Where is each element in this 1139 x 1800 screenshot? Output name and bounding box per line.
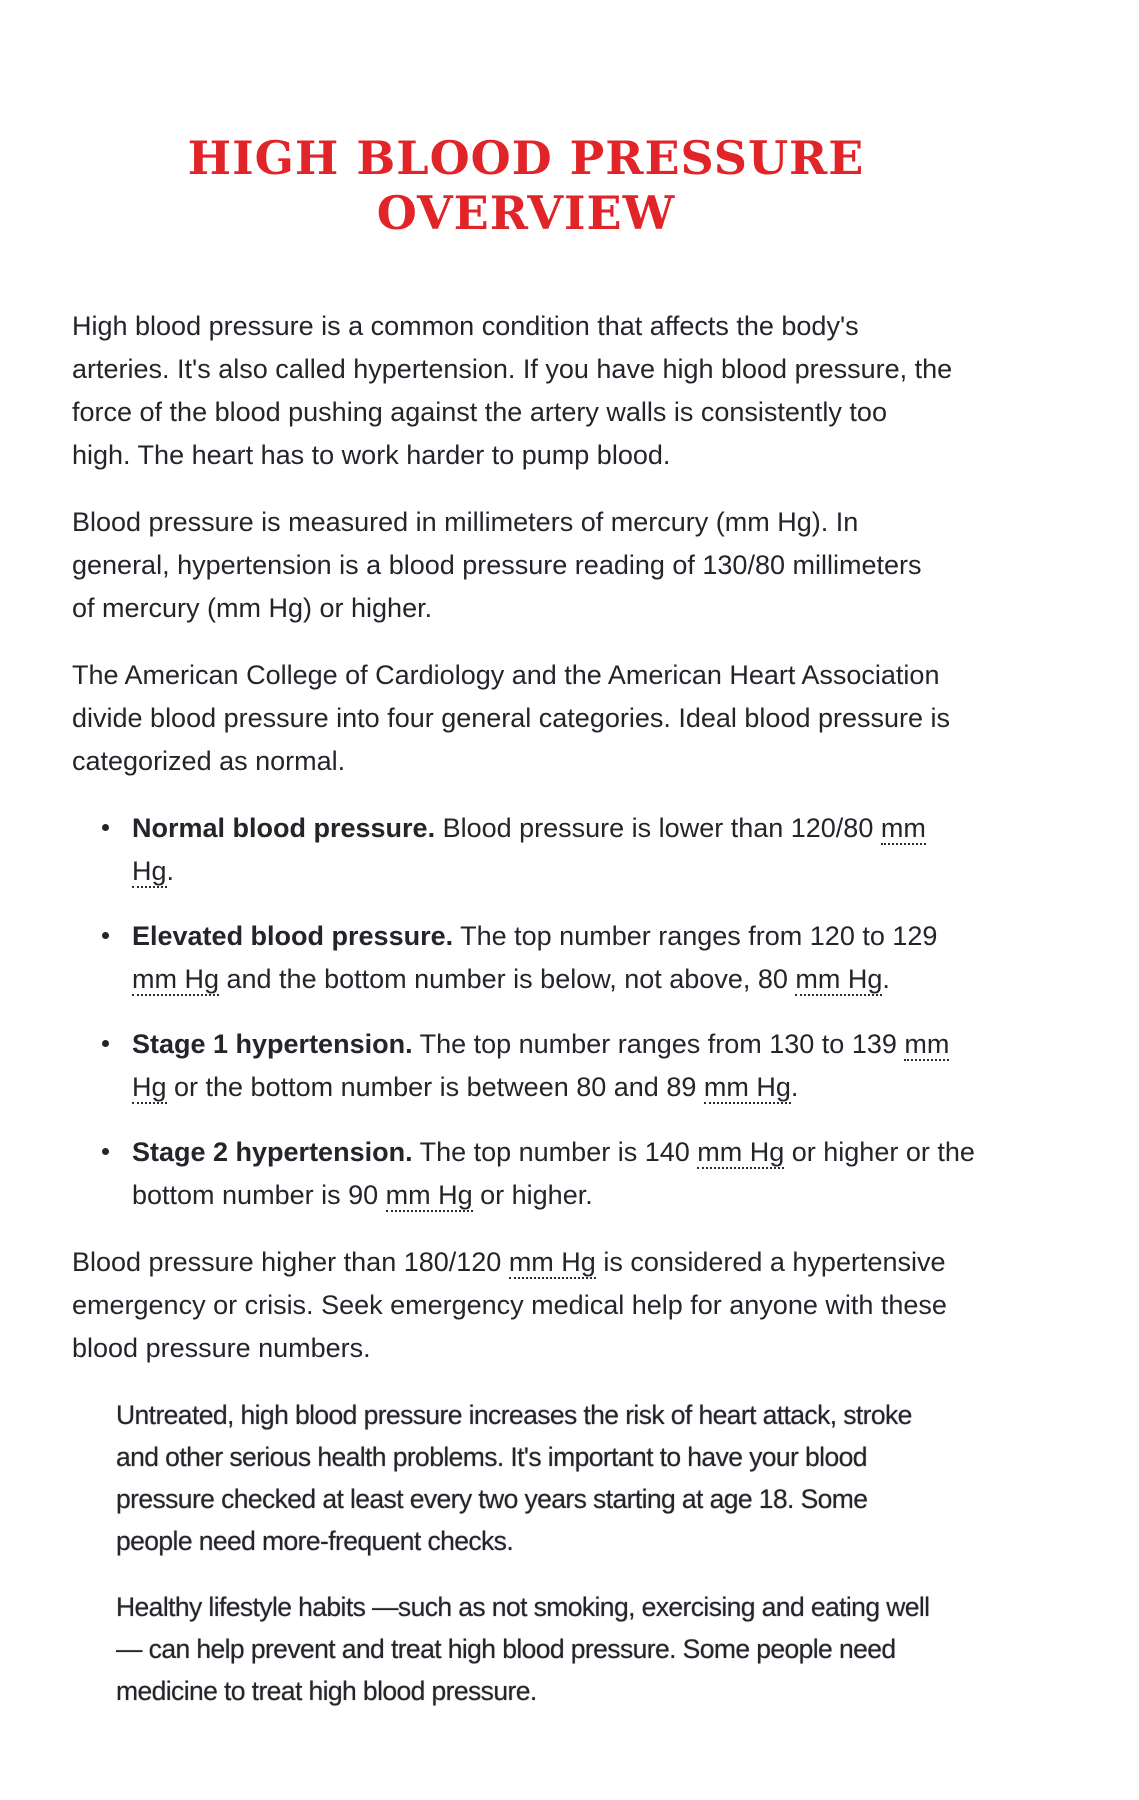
paragraph: [72, 501, 1040, 630]
bullet-dot: [102, 1040, 109, 1047]
bullet-item: [72, 915, 1040, 1001]
text-line: [72, 740, 1040, 783]
text-segment: The American College of Cardiology and the American Heart Association: [72, 660, 940, 690]
text-line: [132, 1174, 975, 1217]
spellcheck-underlined-term: mm Hg: [508, 1247, 596, 1277]
text-line: [116, 1394, 1040, 1436]
spellcheck-underlined-term: mm Hg: [697, 1137, 785, 1167]
text-segment: arteries. It's also called hypertension. If you have high blood pressure, the: [72, 354, 953, 384]
spellcheck-underlined-term: Hg: [132, 856, 167, 886]
page-title-line-1: HIGH BLOOD PRESSURE: [187, 131, 865, 185]
document-content: [72, 131, 1040, 1736]
text-segment: emergency or crisis. Seek emergency medical help for anyone with these: [72, 1290, 947, 1320]
bold-lead-text: Stage 1 hypertension.: [132, 1029, 413, 1059]
indented-paragraph: [116, 1586, 1040, 1712]
bullet-item: [72, 807, 1040, 893]
text-segment: force of the blood pushing against the artery walls is consistently too: [72, 397, 887, 427]
text-line: [132, 958, 937, 1001]
text-segment: Blood pressure is lower than 120/80: [435, 813, 881, 843]
text-line: [72, 697, 1040, 740]
text-segment: Blood pressure is measured in millimeters of mercury (mm Hg). In: [72, 507, 859, 537]
spellcheck-underlined-term: mm: [904, 1029, 950, 1059]
text-segment: categorized as normal.: [72, 746, 346, 776]
text-line: [132, 915, 937, 958]
paragraph: [72, 305, 1040, 477]
text-line: [72, 348, 1040, 391]
bold-lead-text: Stage 2 hypertension.: [132, 1137, 413, 1167]
text-segment: or higher.: [472, 1180, 593, 1210]
text-segment: high. The heart has to work harder to pump blood.: [72, 440, 671, 470]
text-line: [72, 1241, 1040, 1284]
text-segment: — can help prevent and treat high blood pressure. Some people need: [116, 1634, 896, 1664]
text-segment: medicine to treat high blood pressure.: [116, 1676, 537, 1706]
bullet-text: [132, 915, 937, 1001]
bullet-item: [72, 1023, 1040, 1109]
text-segment: and other serious health problems. It's important to have your blood: [116, 1442, 867, 1472]
text-line: [116, 1670, 1040, 1712]
text-line: [72, 1327, 1040, 1370]
text-line: [116, 1628, 1040, 1670]
text-segment: divide blood pressure into four general categories. Ideal blood pressure is: [72, 703, 951, 733]
text-segment: Healthy lifestyle habits —such as not smoking, exercising and eating well: [116, 1592, 930, 1622]
text-line: [132, 1131, 975, 1174]
spellcheck-underlined-term: mm Hg: [385, 1180, 473, 1210]
text-segment: Blood pressure higher than 180/120: [72, 1247, 509, 1277]
spellcheck-underlined-term: Hg: [132, 1072, 167, 1102]
text-line: [116, 1586, 1040, 1628]
text-segment: people need more-frequent checks.: [116, 1526, 514, 1556]
text-line: [132, 807, 926, 850]
text-segment: .: [790, 1072, 799, 1102]
spellcheck-underlined-term: mm: [880, 813, 926, 843]
spellcheck-underlined-term: mm Hg: [795, 964, 883, 994]
text-segment: pressure checked at least every two years starting at age 18. Some: [116, 1484, 868, 1514]
paragraph: [72, 654, 1040, 783]
page-title-line-2: OVERVIEW: [376, 186, 676, 240]
bold-lead-text: Elevated blood pressure.: [132, 921, 454, 951]
text-segment: The top number ranges from 120 to 129: [453, 921, 938, 951]
bullet-dot: [102, 1148, 109, 1155]
text-line: [116, 1478, 1040, 1520]
document-body: [72, 305, 1040, 1712]
text-line: [72, 391, 1040, 434]
bullet-list: [72, 807, 1040, 1217]
spellcheck-underlined-term: mm Hg: [703, 1072, 791, 1102]
text-segment: .: [166, 856, 175, 886]
text-segment: is considered a hypertensive: [595, 1247, 946, 1277]
bullet-text: [132, 807, 926, 893]
text-segment: general, hypertension is a blood pressure reading of 130/80 millimeters: [72, 550, 922, 580]
text-segment: The top number is 140: [412, 1137, 698, 1167]
text-segment: The top number ranges from 130 to 139: [412, 1029, 905, 1059]
text-line: [132, 1023, 949, 1066]
spellcheck-underlined-term: mm Hg: [132, 964, 219, 994]
text-segment: of mercury (mm Hg) or higher.: [72, 593, 433, 623]
bullet-text: [132, 1023, 949, 1109]
text-line: [132, 850, 926, 893]
text-line: [72, 587, 1040, 630]
text-line: [116, 1436, 1040, 1478]
text-segment: and the bottom number is below, not above, 80: [219, 964, 796, 994]
text-line: [116, 1520, 1040, 1562]
bullet-dot: [102, 824, 109, 831]
text-line: [72, 1284, 1040, 1327]
text-segment: or the bottom number is between 80 and 89: [166, 1072, 704, 1102]
text-line: [132, 1066, 949, 1109]
text-segment: .: [882, 964, 890, 994]
text-line: [72, 305, 1040, 348]
text-line: [72, 501, 1040, 544]
bullet-item: [72, 1131, 1040, 1217]
page-title: [72, 131, 1040, 241]
bold-lead-text: Normal blood pressure.: [132, 813, 436, 843]
text-segment: bottom number is 90: [132, 1180, 386, 1210]
bullet-text: [132, 1131, 975, 1217]
bullet-dot: [102, 932, 109, 939]
text-line: [72, 544, 1040, 587]
text-line: [72, 434, 1040, 477]
text-segment: or higher or the: [784, 1137, 975, 1167]
paragraph: [72, 1241, 1040, 1370]
text-segment: High blood pressure is a common condition that affects the body's: [72, 311, 859, 341]
text-segment: blood pressure numbers.: [72, 1333, 371, 1363]
indented-paragraph: [116, 1394, 1040, 1562]
text-segment: Untreated, high blood pressure increases the risk of heart attack, stroke: [116, 1400, 912, 1430]
text-line: [72, 654, 1040, 697]
